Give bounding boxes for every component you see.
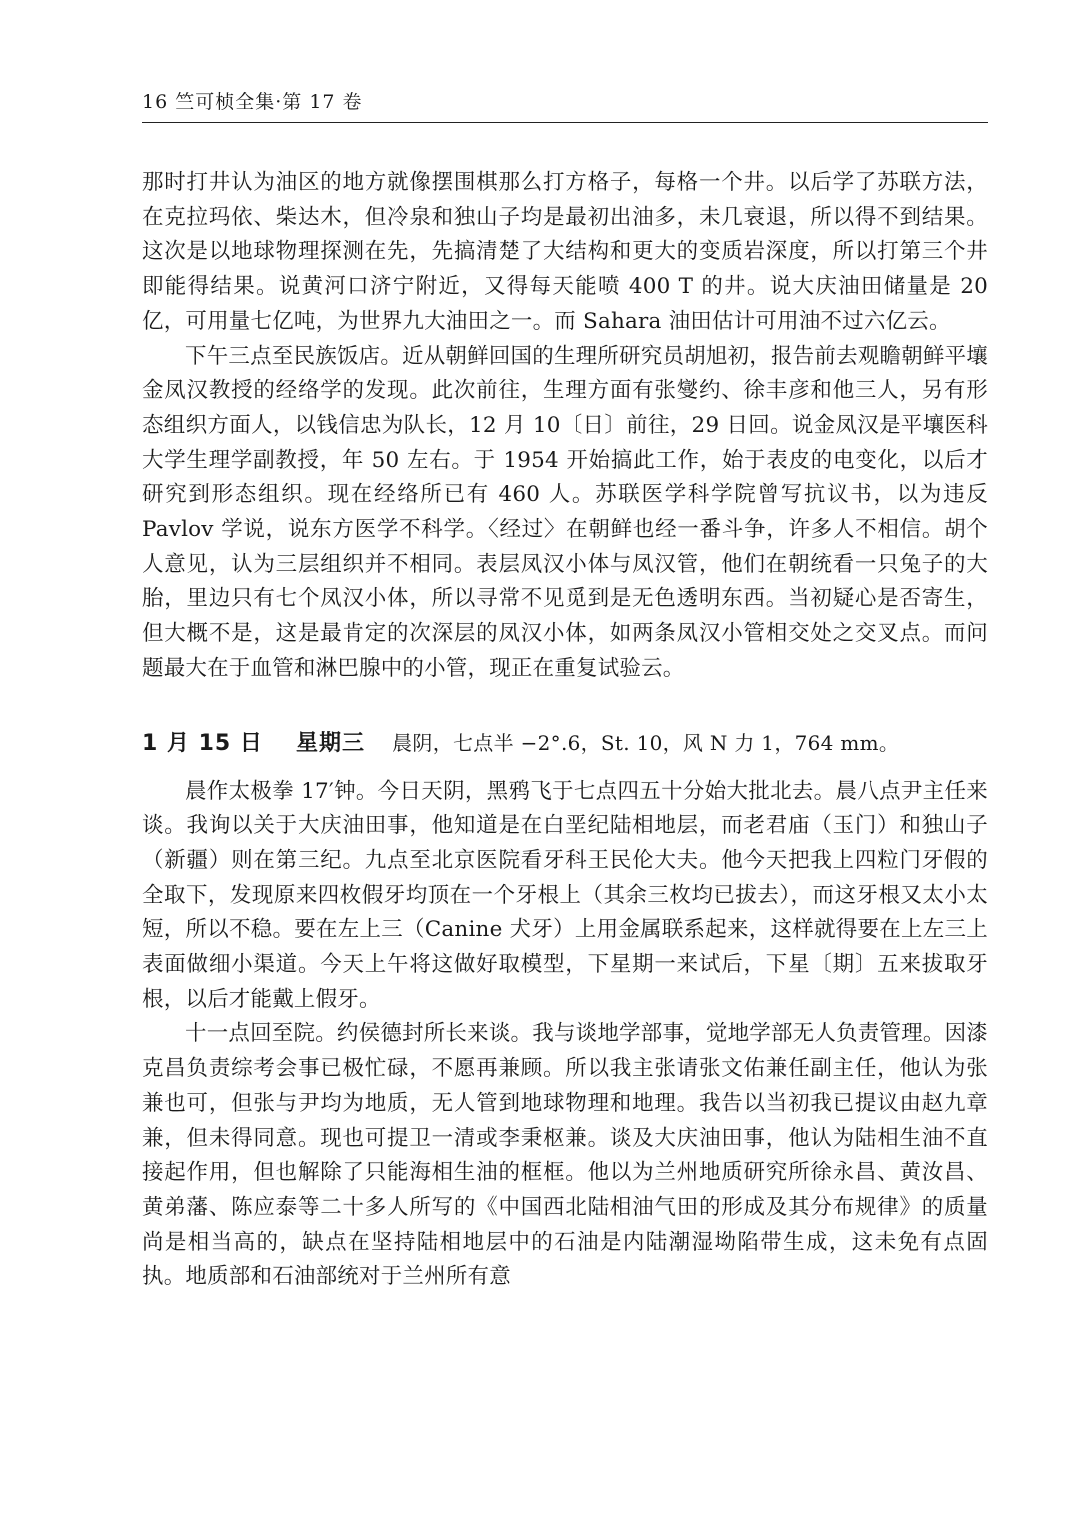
- paragraph: 晨作太极拳 17′钟。今日天阴，黑鸦飞于七点四五十分始大批北去。晨八点尹主任来谈。我询以关于大庆油田事，他知道是在白垩纪陆相地层，而老君庙（玉门）和独山子（新疆）则在第三纪。九点至北京医院看牙科王民伦大夫。他今天把我上四粒门牙假的全取下，发现原来四枚假牙均顶在一个牙根上（其余三枚均已拔去），而这牙根又太小太短，所以不稳。要在左上三（Canine 犬牙）上用金属联系起来，这样就得要在上左三上表面做细小渠道。今天上午将这做好取模型，下星期一来试后，下星〔期〕五来拔取牙根，以后才能戴上假牙。: [142, 778, 988, 1012]
- paragraph: 十一点回至院。约侯德封所长来谈。我与谈地学部事，觉地学部无人负责管理。因漆克昌负责综考会事已极忙碌，不愿再兼顾。所以我主张请张文佑兼任副主任，他认为张兼也可，但张与尹均为地质，无人管到地球物理和地理。我告以当初我已提议由赵九章兼，但未得同意。现也可提卫一清或李秉枢兼。谈及大庆油田事，他认为陆相生油不直接起作用，但也解除了只能海相生油的框框。他以为兰州地质研究所徐永昌、黄汝昌、黄弟藩、陈应泰等二十多人所写的《中国西北陆相油气田的形成及其分布规律》的质量尚是相当高的，缺点在坚持陆相地层中的石油是内陆潮湿坳陷带生成，这未免有点固执。地质部和石油部统对于兰州所有意: [142, 1021, 988, 1290]
- entry-weather: 晨阴，七点半 −2°.6，St. 10，风 N 力 1，764 mm。: [392, 730, 900, 755]
- page-number: 16: [142, 91, 169, 113]
- header-separator: ·: [275, 91, 283, 113]
- paragraph-continued: 那时打井认为油区的地方就像摆围棋那么打方格子，每格一个井。以后学了苏联方法，在克拉玛依、柴达木，但冷泉和独山子均是最初出油多，未几衰退，所以得不到结果。这次是以地球物理探测在先，先搞清楚了大结构和更大的变质岩深度，所以打第三个井即能得结果。说黄河口济宁附近，又得每天能喷 400 T 的井。说大庆油田储量是 20 亿，可用量七亿吨，为世界九大油田之一。而 Sahara 油田估计可用油不过六亿云。: [142, 170, 988, 334]
- volume-label: 第 17 卷: [282, 91, 363, 113]
- entry-weekday: 星期三: [296, 730, 366, 756]
- paragraph: 下午三点至民族饭店。近从朝鲜回国的生理所研究员胡旭初，报告前去观瞻朝鲜平壤金凤汉教授的经络学的发现。此次前往，生理方面有张燮约、徐丰彦和他三人，另有形态组织方面人，以钱信忠为队长，12 月 10〔日〕前往，29 日回。说金凤汉是平壤医科大学生理学副教授，年 50 左右。于 1954 开始搞此工作，始于表皮的电变化，以后才研究到形态组织。现在经络所已有 460 人。苏联医学科学院曾写抗议书，以为违反 Pavlov 学说，说东方医学不科学。〈经过〉在朝鲜也经一番斗争，许多人不相信。胡个人意见，认为三层组织并不相同。表层凤汉小体与凤汉管，他们在朝统看一只兔子的大胎，里边只有七个凤汉小体，所以寻常不见觅到是无色透明东西。当初疑心是否寄生，但大概不是，这是最肯定的次深层的凤汉小体，如两条凤汉小管相交处之交叉点。而问题最大在于血管和淋巴腺中的小管，现正在重复试验云。: [142, 343, 988, 681]
- book-title: 竺可桢全集: [175, 91, 276, 113]
- diary-entry: [142, 723, 988, 1296]
- entry-heading: [142, 723, 988, 763]
- running-header: [142, 86, 988, 123]
- header-text: [142, 87, 363, 114]
- entry-date: 1 月 15 日: [142, 730, 263, 756]
- body-text: [142, 166, 988, 1295]
